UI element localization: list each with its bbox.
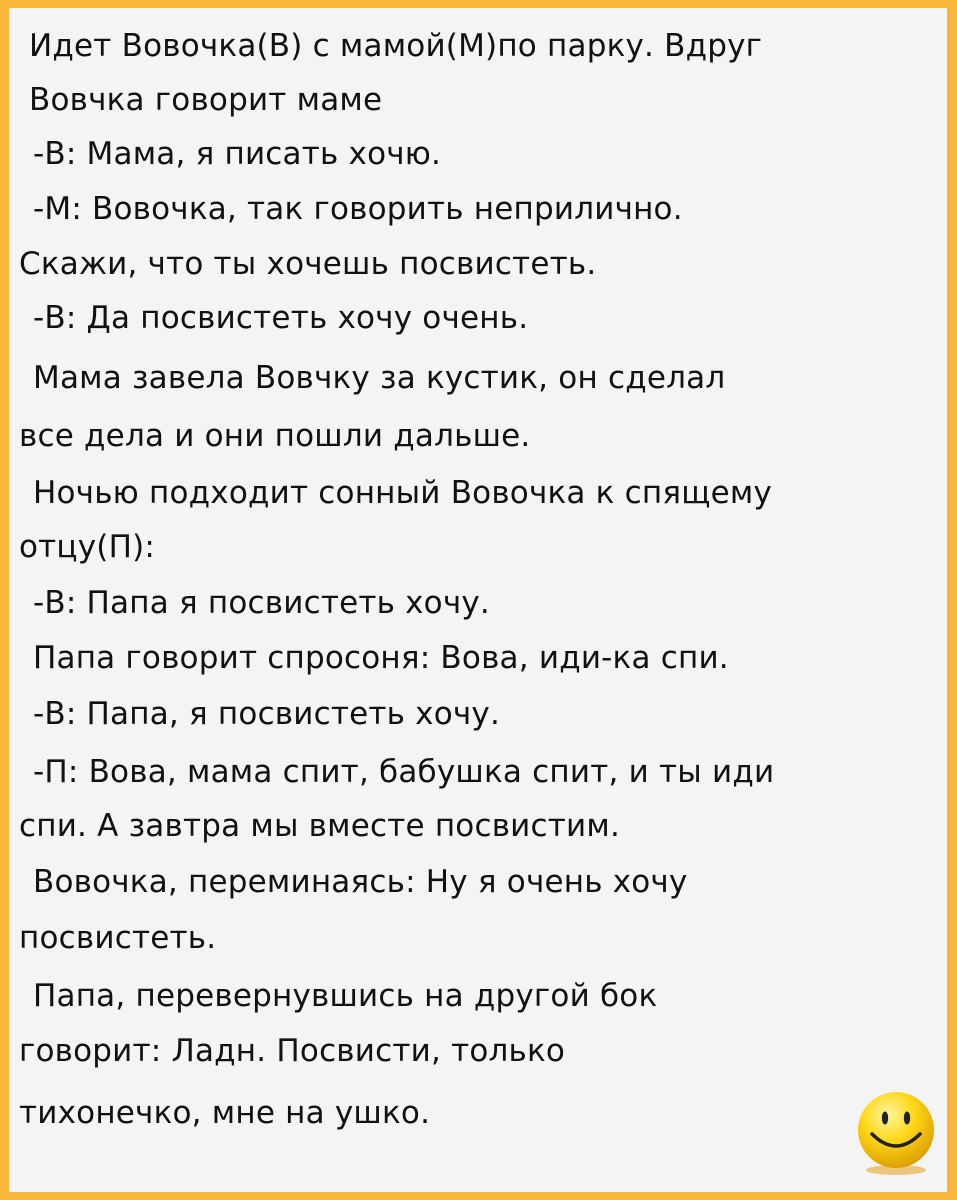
joke-line-14: -П: Вова, мама спит, бабушка спит, и ты иди bbox=[33, 754, 775, 790]
smiley-face-icon bbox=[852, 1088, 940, 1176]
joke-line-12: Папа говорит спросоня: Вова, иди-ка спи. bbox=[33, 640, 729, 676]
joke-line-8: все дела и они пошли дальше. bbox=[19, 418, 531, 454]
joke-line-6: -В: Да посвистеть хочу очень. bbox=[33, 300, 529, 336]
joke-line-4: -М: Вовочка, так говорить неприлично. bbox=[33, 191, 683, 227]
joke-line-17: посвистеть. bbox=[19, 920, 217, 956]
joke-line-11: -В: Папа я посвистеть хочу. bbox=[33, 585, 490, 621]
joke-line-7: Мама завела Вовчку за кустик, он сделал bbox=[33, 360, 726, 396]
joke-line-10: отцу(П): bbox=[19, 529, 156, 565]
joke-line-19: говорит: Ладн. Посвисти, только bbox=[19, 1033, 566, 1069]
joke-line-15: спи. А завтра мы вместе посвистим. bbox=[19, 808, 621, 844]
joke-line-2: Вовчка говорит маме bbox=[29, 82, 383, 118]
joke-line-1: Идет Вовочка(В) с мамой(М)по парку. Вдруг bbox=[29, 28, 763, 64]
joke-line-13: -В: Папа, я посвистеть хочу. bbox=[33, 696, 501, 732]
joke-card bbox=[9, 8, 947, 1192]
joke-line-18: Папа, перевернувшись на другой бок bbox=[33, 978, 658, 1014]
joke-line-3: -В: Мама, я писать хочю. bbox=[33, 136, 442, 172]
joke-line-20: тихонечко, мне на ушко. bbox=[19, 1095, 431, 1131]
joke-line-9: Ночью подходит сонный Вовочка к спящему bbox=[33, 475, 773, 511]
joke-line-5: Скажи, что ты хочешь посвистеть. bbox=[19, 246, 597, 282]
joke-line-16: Вовочка, переминаясь: Ну я очень хочу bbox=[33, 864, 688, 900]
